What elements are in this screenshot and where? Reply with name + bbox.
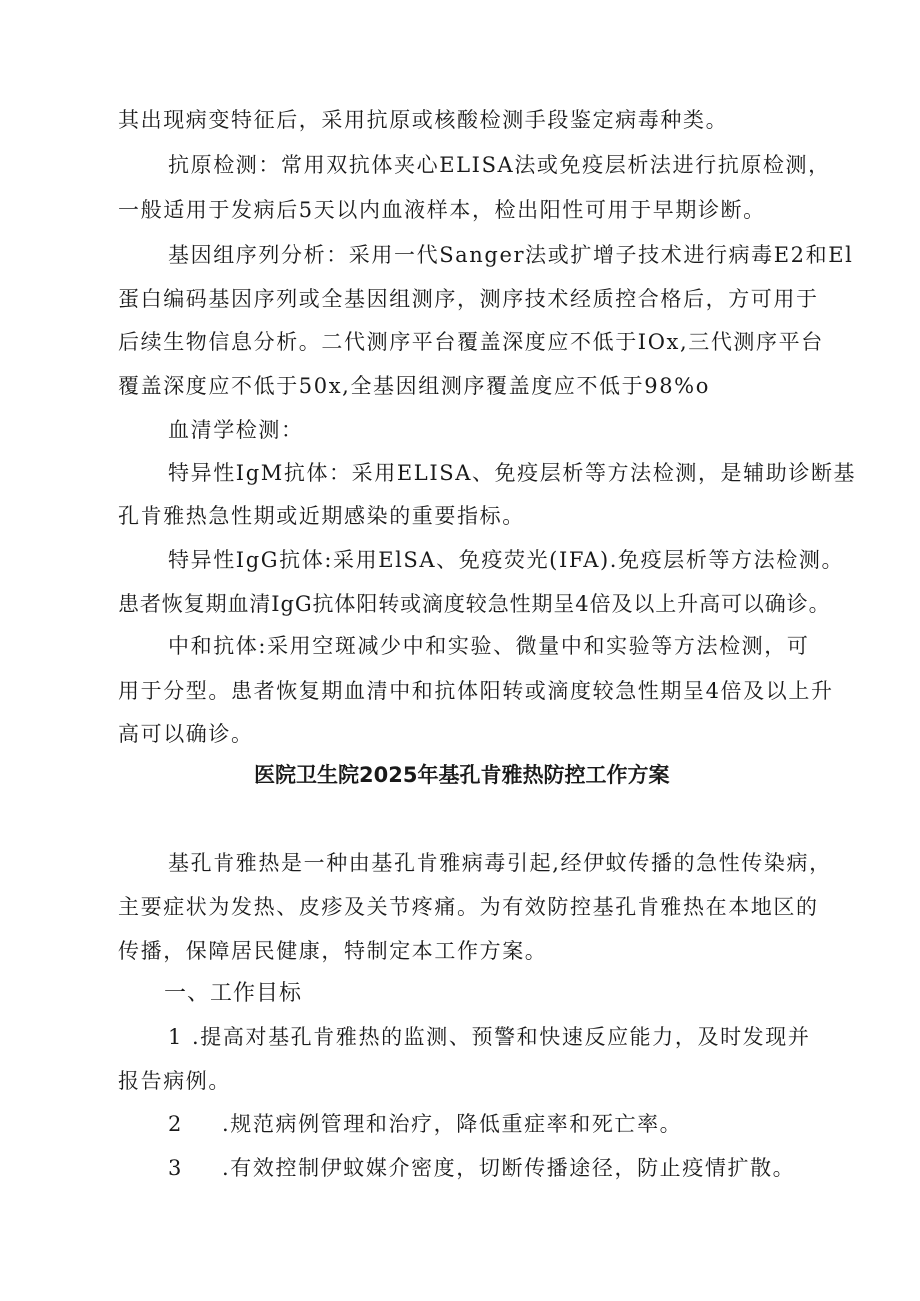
paragraph-line: 高可以确诊。 [118,722,254,746]
goal-text: .规范病例管理和治疗，降低重症率和死亡率。 [222,1112,683,1136]
paragraph-line: 覆盖深度应不低于50x,全基因组测序覆盖度应不低于98%o [118,374,710,398]
goal-text: .提高对基孔肯雅热的监测、预警和快速反应能力，及时发现并 [192,1025,811,1049]
goal-number: 3 [168,1156,182,1180]
paragraph-line: 主要症状为发热、皮疹及关节疼痛。为有效防控基孔肯雅热在本地区的 [118,895,819,919]
paragraph-line: 蛋白编码基因序列或全基因组测序，测序技术经质控合格后，方可用于 [118,287,819,311]
section-heading: 一、工作目标 [164,981,303,1006]
paragraph-line: 中和抗体:采用空斑减少中和实验、微量中和实验等方法检测，可 [168,634,810,658]
paragraph-line: 血清学检测： [168,418,304,442]
goal-number: 2 [168,1112,182,1136]
paragraph-line: 抗原检测：常用双抗体夹心ELISA法或免疫层析法进行抗原检测， [168,153,831,177]
paragraph-line: 用于分型。患者恢复期血清中和抗体阳转或滴度较急性期呈4倍及以上升 [118,679,834,703]
paragraph-line: 基孔肯雅热是一种由基孔肯雅病毒引起,经伊蚊传播的急性传染病， [168,851,832,875]
goal-text: 报告病例。 [118,1069,231,1093]
paragraph-line: 孔肯雅热急性期或近期感染的重要指标。 [118,504,525,528]
paragraph-line: 特异性IgG抗体:采用ElSA、免疫荧光(IFA).免疫层析等方法检测。 [168,548,845,572]
paragraph-line: 特异性IgM抗体：采用ELISA、免疫层析等方法检测，是辅助诊断基 [168,461,857,485]
paragraph-line: 后续生物信息分析。二代测序平台覆盖深度应不低于IOx,三代测序平台 [118,330,824,354]
paragraph-line: 其出现病变特征后，采用抗原或核酸检测手段鉴定病毒种类。 [118,108,729,132]
paragraph-line: 基因组序列分析：采用一代Sanger法或扩增子技术进行病毒E2和El [168,243,854,267]
paragraph-line: 患者恢复期血清IgG抗体阳转或滴度较急性期呈4倍及以上升高可以确诊。 [118,592,831,616]
document-title: 医院卫生院2025年基孔肯雅热防控工作方案 [254,763,670,787]
goal-number: 1 [168,1025,182,1049]
goal-text: .有效控制伊蚊媒介密度，切断传播途径，防止疫情扩散。 [222,1156,796,1180]
paragraph-line: 传播，保障居民健康，特制定本工作方案。 [118,939,548,963]
paragraph-line: 一般适用于发病后5天以内血液样本，检出阳性可用于早期诊断。 [118,198,766,222]
